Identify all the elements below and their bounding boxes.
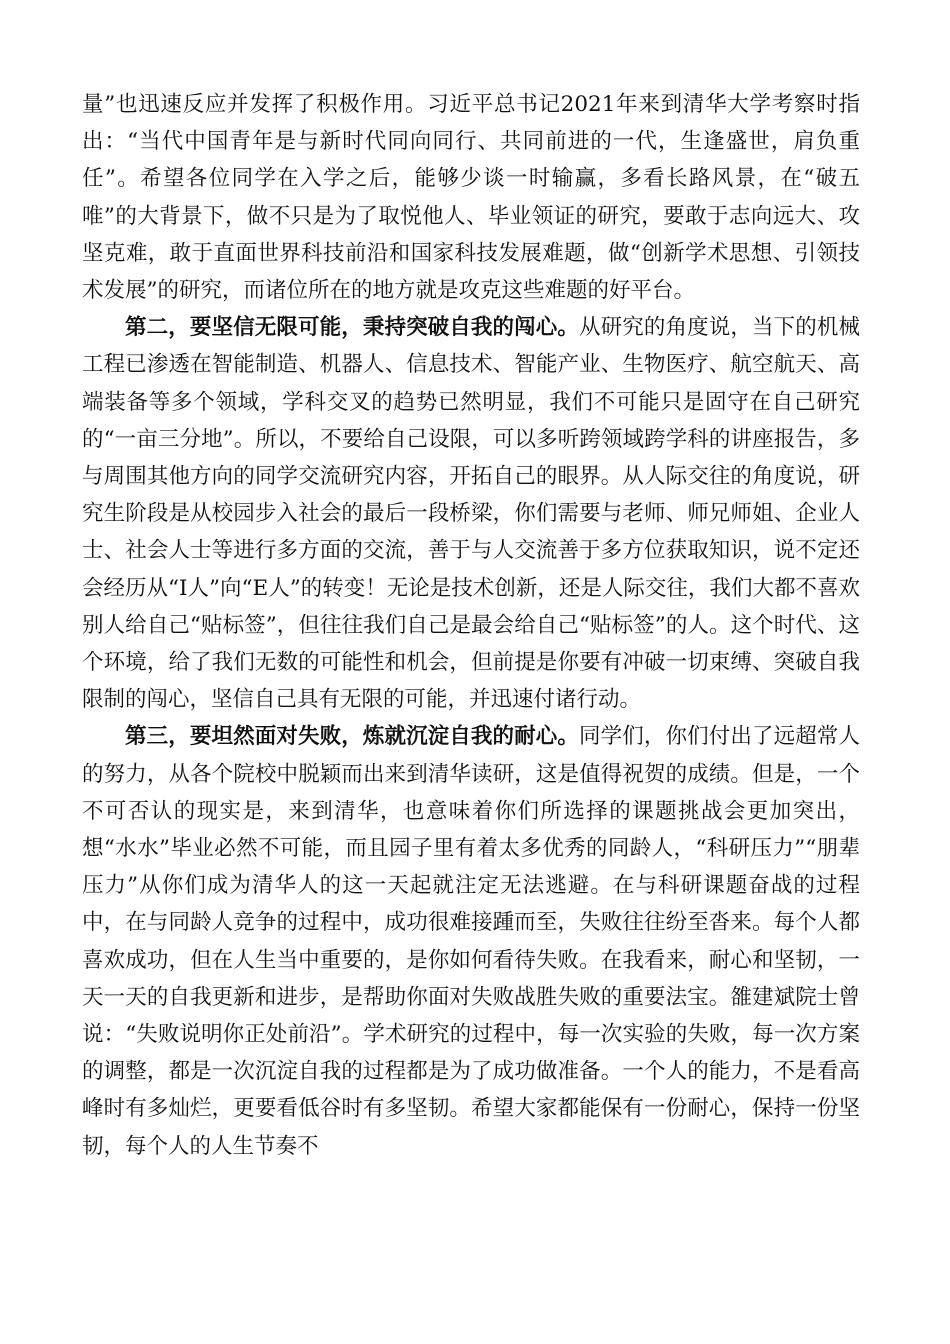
paragraph-3-lead: 第三，要坦然面对失败，炼就沉淀自我的耐心。: [125, 724, 580, 750]
paragraph-3: [82, 718, 860, 1164]
paragraph-1: [82, 86, 860, 309]
paragraph-3-text: 同学们，你们付出了远超常人的努力，从各个院校中脱颖而出来到清华读研，这是值得祝贺的成绩。但是，一个不可否认的现实是，来到清华，也意味着你们所选择的课题挑战会更加突出，想“水水”毕业必然不可能，而且园子里有着太多优秀的同龄人，“科研压力”“朋辈压力”从你们成为清华人的这一天起就注定无法逃避。在与科研课题奋战的过程中，在与同龄人竞争的过程中，成功很难接踵而至，失败往往纷至沓来。每个人都喜欢成功，但在人生当中重要的，是你如何看待失败。在我看来，耐心和坚韧，一天一天的自我更新和进步，是帮助你面对失败战胜失败的重要法宝。雒建斌院士曾说：“失败说明你正处前沿”。学术研究的过程中，每一次实验的失败，每一次方案的调整，都是一次沉淀自我的过程都是为了成功做准备。一个人的能力，不是看高峰时有多灿烂，更要看低谷时有多坚韧。希望大家都能保有一份耐心，保持一份坚韧，每个人的人生节奏不: [82, 724, 860, 1159]
document-page: [82, 86, 860, 1165]
paragraph-2: [82, 309, 860, 718]
paragraph-2-lead: 第二，要坚信无限可能，秉持突破自我的闯心。: [125, 315, 580, 341]
paragraph-2-text: 从研究的角度说，当下的机械工程已渗透在智能制造、机器人、信息技术、智能产业、生物医疗、航空航天、高端装备等多个领域，学科交叉的趋势已然明显，我们不可能只是固守在自己研究的“一亩三分地”。所以，不要给自己设限，可以多听跨领域跨学科的讲座报告，多与周围其他方向的同学交流研究内容，开拓自己的眼界。从人际交往的角度说，研究生阶段是从校园步入社会的最后一段桥梁，你们需要与老师、师兄师姐、企业人士、社会人士等进行多方面的交流，善于与人交流善于多方位获取知识，说不定还会经历从“I人”向“E人”的转变！无论是技术创新，还是人际交往，我们大都不喜欢别人给自己“贴标签”，但往往我们自己是最会给自己“贴标签”的人。这个时代、这个环境，给了我们无数的可能性和机会，但前提是你要有冲破一切束缚、突破自我限制的闯心，坚信自己具有无限的可能，并迅速付诸行动。: [82, 315, 860, 713]
paragraph-1-text: 量”也迅速反应并发挥了积极作用。习近平总书记2021年来到清华大学考察时指出：“当代中国青年是与新时代同向同行、共同前进的一代，生逢盛世，肩负重任”。希望各位同学在入学之后，能够少谈一时输赢，多看长路风景，在“破五唯”的大背景下，做不只是为了取悦他人、毕业领证的研究，要敢于志向远大、攻坚克难，敢于直面世界科技前沿和国家科技发展难题，做“创新学术思想、引领技术发展”的研究，而诸位所在的地方就是攻克这些难题的好平台。: [82, 92, 860, 304]
